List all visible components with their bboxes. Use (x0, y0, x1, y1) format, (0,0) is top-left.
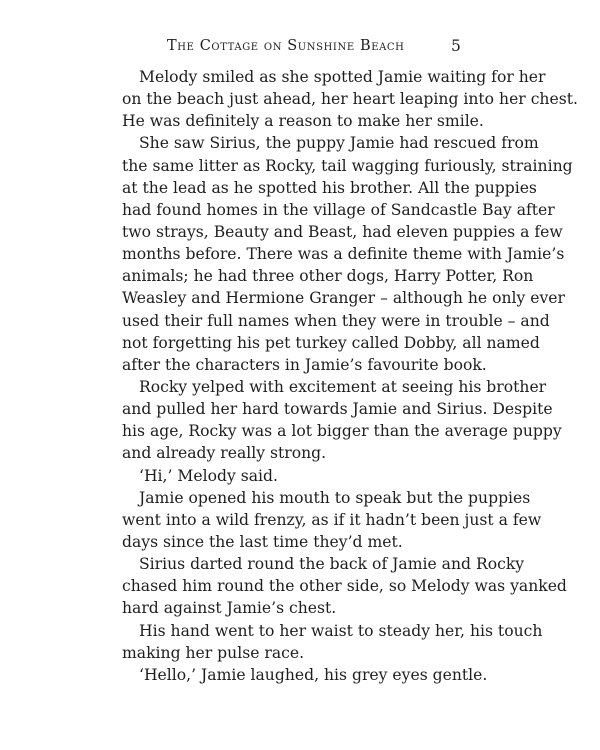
text-line: Jamie opened his mouth to speak but the puppies (139, 488, 531, 507)
text-line: ‘Hi,’ Melody said. (139, 466, 278, 485)
text-line: and already really strong. (122, 444, 327, 463)
text-line: not forgetting his pet turkey called Dobby, all named (122, 333, 540, 352)
text-line: at the lead as he spotted his brother. All the puppies (122, 178, 537, 197)
text-line: had found homes in the village of Sandcastle Bay after (122, 200, 555, 219)
text-line: ‘Hello,’ Jamie laughed, his grey eyes gentle. (139, 665, 488, 684)
text-line: his age, Rocky was a lot bigger than the average puppy (122, 422, 562, 441)
text-line: Rocky yelped with excitement at seeing his brother (139, 377, 547, 396)
text-line: hard against Jamie’s chest. (122, 599, 337, 618)
text-line: used their full names when they were in trouble – and (122, 311, 550, 330)
text-line: His hand went to her waist to steady her, his touch (139, 621, 543, 640)
text-line: months before. There was a definite theme with Jamie’s (122, 245, 565, 264)
text-line: He was definitely a reason to make her smile. (122, 112, 484, 131)
text-line: went into a wild frenzy, as if it hadn’t been just a few (122, 510, 542, 529)
text-line: days since the last time they’d met. (122, 532, 403, 551)
running-head: The Cottage on Sunshine Beach (167, 38, 405, 54)
text-line: She saw Sirius, the puppy Jamie had rescued from (139, 134, 539, 153)
text-line: making her pulse race. (122, 643, 305, 662)
page-number: 5 (451, 37, 461, 55)
text-line: Weasley and Hermione Granger – although he only ever (122, 289, 565, 308)
text-line: after the characters in Jamie’s favourite book. (122, 355, 487, 374)
text-line: Sirius darted round the back of Jamie and Rocky (139, 555, 525, 574)
text-line: two strays, Beauty and Beast, had eleven puppies a few (122, 222, 563, 241)
text-line: animals; he had three other dogs, Harry Potter, Ron (122, 267, 534, 286)
body-text (122, 66, 578, 686)
text-line: Melody smiled as she spotted Jamie waiting for her (139, 68, 546, 86)
text-line: chased him round the other side, so Melody was yanked (122, 577, 567, 596)
text-line: the same litter as Rocky, tail wagging furiously, straining (122, 156, 573, 175)
text-line: on the beach just ahead, her heart leaping into her chest. (122, 90, 578, 109)
text-line: and pulled her hard towards Jamie and Sirius. Despite (122, 400, 553, 419)
